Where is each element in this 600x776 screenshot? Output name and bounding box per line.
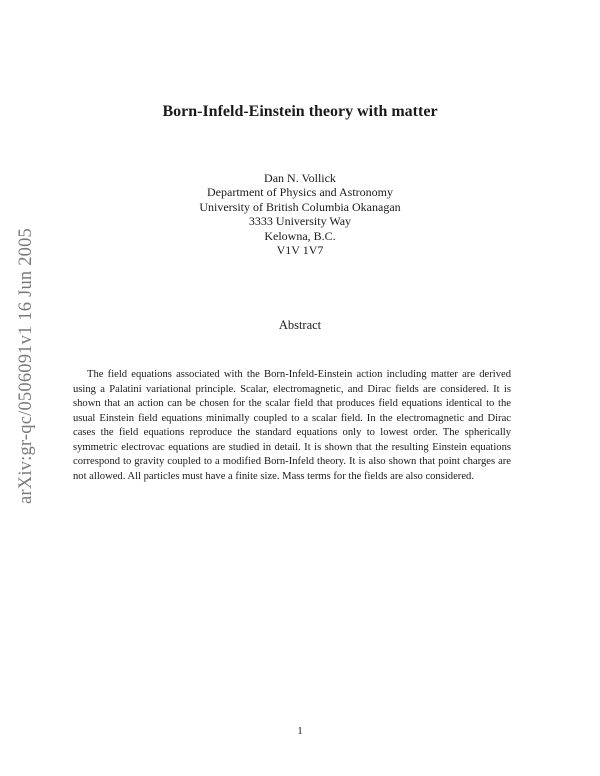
affiliation-department: Department of Physics and Astronomy [207,185,393,200]
paper-title: Born-Infeld-Einstein theory with matter [162,103,438,120]
affiliation-university: University of British Columbia Okanagan [199,199,401,214]
author-block [0,171,600,257]
arxiv-identifier: arXiv:gr-qc/0506091v1 16 Jun 2005 [16,228,36,504]
abstract-body: The field equations associated with the Born-Infeld-Einstein action including matter are derived using a Palatini variational principle. Scalar, electromagnetic, and Dirac fields are considered. It is shown that an action can be chosen for the scalar field that produces field equations identical to the usual Einstein field equations minimally coupled to a scalar field. In the electromagnetic and Dirac cases the field equations reproduce the standard equations only to lowest order. The spherically symmetric electrovac equations are studied in detail. It is shown that the resulting Einstein equations correspond to gravity coupled to a modified Born-Infeld theory. It is also shown that point charges are not allowed. All particles must have a finite size. Mass terms for the fields are also considered. [73,369,511,482]
abstract-heading: Abstract [278,318,322,332]
author-name: Dan N. Vollick [264,171,336,185]
affiliation-postal-code: V1V 1V7 [276,243,324,258]
affiliation-city: Kelowna, B.C. [264,228,336,243]
page-number: 1 [297,725,303,737]
affiliation-street: 3333 University Way [248,214,352,229]
